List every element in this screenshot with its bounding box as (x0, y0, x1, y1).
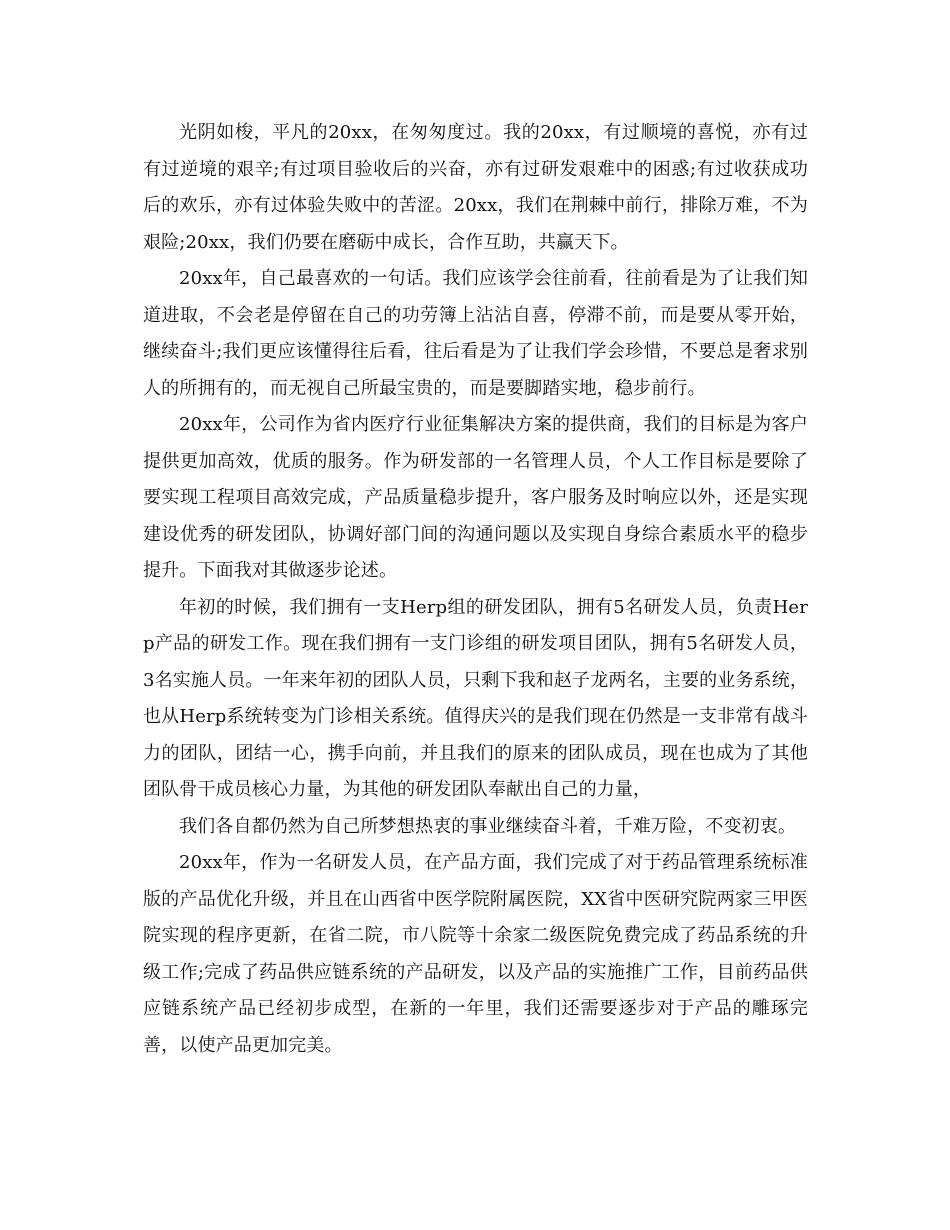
paragraph-2: 20xx年，自己最喜欢的一句话。我们应该学会往前看，往前看是为了让我们知道进取，不会老是停留在自己的功劳簿上沾沾自喜，停滞不前，而是要从零开始，继续奋斗;我们更应该懂得往后看，往后看是为了让我们学会珍惜，不要总是奢求别人的所拥有的，而无视自己所最宝贵的，而是要脚踏实地，稳步前行。 (143, 268, 808, 399)
paragraph-5: 我们各自都仍然为自己所梦想热衷的事业继续奋斗着，千难万险，不变初衷。 (179, 815, 797, 837)
paragraph-3: 20xx年，公司作为省内医疗行业征集解决方案的提供商，我们的目标是为客户提供更加高效，优质的服务。作为研发部的一名管理人员，个人工作目标是要除了要实现工程项目高效完成，产品质量稳步提升，客户服务及时响应以外，还是实现建设优秀的研发团队，协调好部门间的沟通问题以及实现自身综合素质水平的稳步提升。下面我对其做逐步论述。 (143, 414, 808, 581)
paragraph-6: 20xx年，作为一名研发人员，在产品方面，我们完成了对于药品管理系统标准版的产品优化升级，并且在山西省中医学院附属医院，XX省中医研究院两家三甲医院实现的程序更新，在省二院，市八院等十余家二级医院免费完成了药品系统的升级工作;完成了药品供应链系统的产品研发，以及产品的实施推广工作，目前药品供应链系统产品已经初步成型，在新的一年里，我们还需要逐步对于产品的雕琢完善，以使产品更加完美。 (143, 852, 808, 1056)
paragraph-1: 光阴如梭，平凡的20xx，在匆匆度过。我的20xx，有过顺境的喜悦，亦有过有过逆境的艰辛;有过项目验收后的兴奋，亦有过研发艰难中的困惑;有过收获成功后的欢乐，亦有过体验失败中的苦涩。20xx，我们在荆棘中前行，排除万难，不为艰险;20xx，我们仍要在磨砺中成长，合作互助，共赢天下。 (143, 122, 808, 253)
paragraph-4: 年初的时候，我们拥有一支Herp组的研发团队，拥有5名研发人员，负责Herp产品的研发工作。现在我们拥有一支门诊组的研发项目团队，拥有5名研发人员，3名实施人员。一年来年初的团队人员，只剩下我和赵子龙两名，主要的业务系统，也从Herp系统转变为门诊相关系统。值得庆兴的是我们现在仍然是一支非常有战斗力的团队，团结一心，携手向前，并且我们的原来的团队成员，现在也成为了其他团队骨干成员核心力量，为其他的研发团队奉献出自己的力量， (143, 596, 808, 800)
document-body (143, 115, 808, 1064)
